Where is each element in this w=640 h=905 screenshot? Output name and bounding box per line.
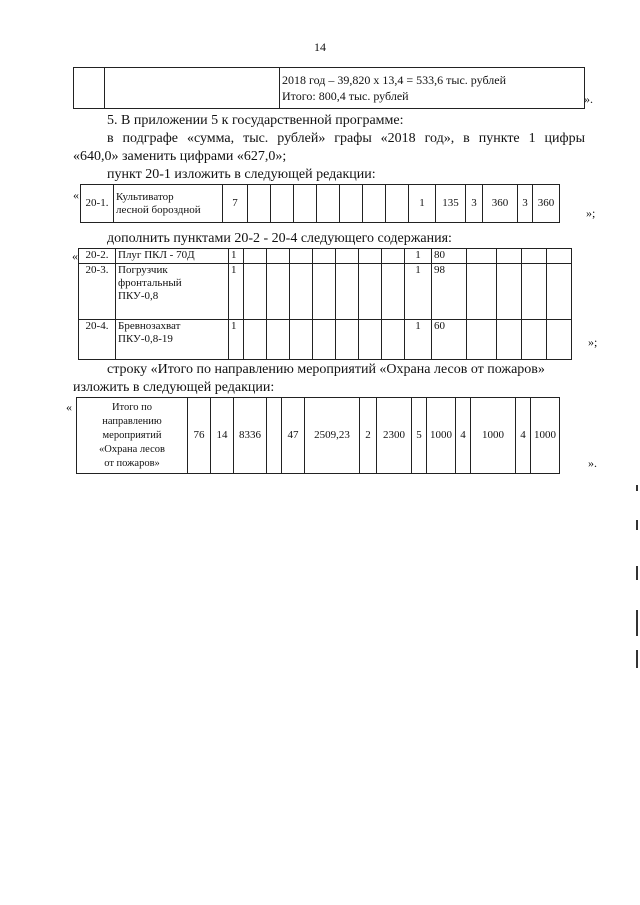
table-cell: [244, 249, 267, 264]
table-cell: [244, 320, 267, 360]
scan-mark: [636, 566, 638, 580]
value-cell: 98: [432, 264, 467, 320]
item-number: 20-2.: [79, 249, 116, 264]
opening-quote: «: [66, 400, 72, 414]
label-line: от пожаров»: [104, 457, 160, 469]
closing-quote: ».: [588, 456, 597, 470]
name-line: лесной бороздной: [116, 203, 201, 216]
table-cell: [359, 249, 382, 264]
name-line: Бревнозахват: [118, 320, 181, 332]
name-line: ПКУ-0,8-19: [118, 333, 173, 345]
table-cell: [382, 320, 405, 360]
table-cell: [290, 264, 313, 320]
value-cell: 2: [360, 398, 377, 474]
qty-cell: 1: [229, 264, 244, 320]
table-cell: [317, 185, 340, 223]
item-name: [114, 185, 223, 223]
value-cell: 80: [432, 249, 467, 264]
name-line: Погрузчик: [118, 264, 168, 276]
table-cell: [313, 320, 336, 360]
label-line: «Охрана лесов: [99, 443, 165, 455]
table-row: [77, 398, 560, 474]
item-name: Плуг ПКЛ - 70Д: [116, 249, 229, 264]
value-cell: 4: [456, 398, 471, 474]
table-cell: [382, 249, 405, 264]
value-cell: 8336: [234, 398, 267, 474]
value-cell: 5: [412, 398, 427, 474]
total-line: Итого: 800,4 тыс. рублей: [282, 89, 409, 103]
value-cell: 1000: [471, 398, 516, 474]
calc-line: 2018 год – 39,820 х 13,4 = 533,6 тыс. рублей: [282, 73, 507, 87]
item-number: 20-1.: [81, 185, 114, 223]
table-total: [76, 397, 560, 474]
value-cell: 135: [436, 185, 466, 223]
value-cell: 14: [211, 398, 234, 474]
table-items-20-2-4: [78, 248, 572, 360]
name-line: Культиватор: [116, 190, 174, 203]
closing-quote: ».: [584, 92, 593, 106]
table-cell: [359, 264, 382, 320]
value-cell: 2300: [377, 398, 412, 474]
opening-quote: «: [72, 249, 78, 263]
value-cell: 47: [282, 398, 305, 474]
table-cell: [248, 185, 271, 223]
table-cell: [522, 249, 547, 264]
total-label: [77, 398, 188, 474]
paragraph-text: дополнить пунктами 20-2 - 20-4 следующего содержания:: [107, 231, 452, 246]
table-cell: [382, 264, 405, 320]
page-number: 14: [314, 40, 326, 54]
scan-mark: [636, 485, 638, 491]
table-row: [79, 264, 572, 320]
value-cell: 2509,23: [305, 398, 360, 474]
table-cell: [522, 320, 547, 360]
table-cell: [497, 320, 522, 360]
value-cell: 1: [405, 249, 432, 264]
paragraph-text: в подграфе «сумма, тыс. рублей» графы «2018 год», в пункте 1 цифры: [107, 131, 585, 146]
table-cell: [359, 320, 382, 360]
value-cell: 1000: [427, 398, 456, 474]
table-cell: [244, 264, 267, 320]
table-cell: [74, 68, 105, 109]
table-item-20-1: [80, 184, 560, 223]
label-line: Итого по: [111, 401, 153, 413]
value-cell: 360: [533, 185, 560, 223]
value-cell: 1: [409, 185, 436, 223]
scan-mark: [636, 520, 638, 530]
value-cell: 1000: [531, 398, 560, 474]
value-cell: 60: [432, 320, 467, 360]
table-cell: [280, 68, 585, 109]
table-cell: [467, 320, 497, 360]
table-cell: [267, 320, 290, 360]
value-cell: 76: [188, 398, 211, 474]
table-row: [79, 249, 572, 264]
name-line: фронтальный: [118, 277, 182, 289]
value-cell: 1: [405, 264, 432, 320]
paragraph-5: 5. В приложении 5 к государственной программе:: [107, 113, 404, 128]
closing-quote: »;: [588, 335, 598, 349]
label-line: мероприятий: [102, 429, 162, 441]
table-cell: [313, 249, 336, 264]
qty-cell: 1: [229, 249, 244, 264]
table-cell: [267, 264, 290, 320]
closing-quote: »;: [586, 206, 596, 220]
paragraph-text: пункт 20-1 изложить в следующей редакции:: [107, 167, 376, 182]
table-cell: [386, 185, 409, 223]
table-cell: [294, 185, 317, 223]
table-cell: [271, 185, 294, 223]
table-cell: [547, 320, 572, 360]
value-cell: 3: [518, 185, 533, 223]
item-name: [116, 320, 229, 360]
table-cell: [547, 249, 572, 264]
table-cell: [290, 249, 313, 264]
table-cell: [336, 249, 359, 264]
table-cell: [363, 185, 386, 223]
table-cell: [467, 249, 497, 264]
table-cell: [336, 264, 359, 320]
table-cell: [336, 320, 359, 360]
value-cell: 1: [405, 320, 432, 360]
value-cell: 3: [466, 185, 483, 223]
table-cell: [497, 264, 522, 320]
label-line: направлению: [102, 415, 162, 427]
value-cell: 4: [516, 398, 531, 474]
item-name: [116, 264, 229, 320]
table-cell: [290, 320, 313, 360]
table-cell: [105, 68, 280, 109]
table-cell: [340, 185, 363, 223]
paragraph-text: «640,0» заменить цифрами «627,0»;: [73, 149, 287, 164]
table-cell: [313, 264, 336, 320]
item-number: 20-4.: [79, 320, 116, 360]
table-cell: [547, 264, 572, 320]
top-table: [73, 67, 585, 109]
name-line: ПКУ-0,8: [118, 290, 159, 302]
table-cell: [522, 264, 547, 320]
table-cell: [467, 264, 497, 320]
table-row: [79, 320, 572, 360]
value-cell: 360: [483, 185, 518, 223]
table-cell: [267, 249, 290, 264]
item-number: 20-3.: [79, 264, 116, 320]
opening-quote: «: [73, 188, 79, 202]
paragraph-text: изложить в следующей редакции:: [73, 380, 275, 395]
scan-mark: [636, 650, 638, 668]
scan-mark: [636, 610, 638, 636]
qty-cell: 7: [223, 185, 248, 223]
value-cell: [267, 398, 282, 474]
qty-cell: 1: [229, 320, 244, 360]
paragraph-text: строку «Итого по направлению мероприятий «Охрана лесов от пожаров»: [107, 362, 545, 377]
table-cell: [497, 249, 522, 264]
